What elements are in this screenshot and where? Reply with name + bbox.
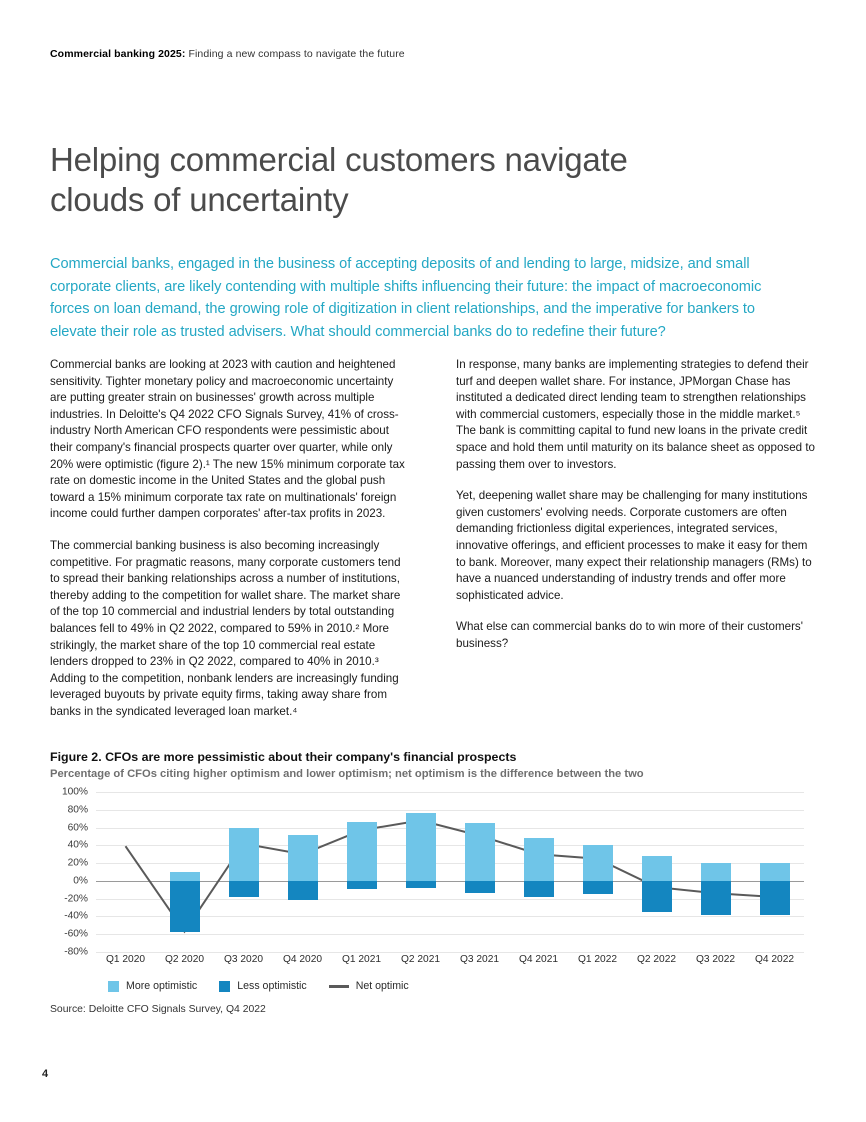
body-column-right: [456, 357, 816, 720]
standfirst-paragraph: Commercial banks, engaged in the business of accepting deposits of and lending to large, midsize, and small corporate clients, are likely contending with multiple shifts influencing their future: the impact of macroeconomic forces on loan demand, the growing role of digitization in client relationships, and the imperative for bankers to elevate their role as trusted advisers. What should commercial banks do to redefine their future?: [50, 256, 762, 340]
x-axis-tick-label: Q1 2021: [341, 954, 382, 965]
chart: [50, 786, 810, 992]
y-axis-tick-label: -80%: [64, 946, 88, 958]
body-column-left: [50, 357, 410, 720]
bar-less-optimistic: [642, 881, 672, 912]
y-axis-tick-label: 100%: [61, 786, 88, 798]
x-axis-tick-label: Q1 2020: [105, 954, 146, 965]
legend-item: [219, 980, 306, 992]
running-head-subtitle: Finding a new compass to navigate the future: [185, 48, 405, 60]
y-axis-tick-label: -20%: [64, 893, 88, 905]
paragraph: In response, many banks are implementing strategies to defend their turf and deepen wallet share. For instance, JPMorgan Chase has instituted a dedicated direct lending team to strengthen relationships with commercial customers, especially those in the middle market.⁵ The bank is committing capital to fund new loans in the private credit space and hold them until maturity on its balance sheet as opposed to passing them over to investors.: [456, 358, 815, 471]
paragraph: Yet, deepening wallet share may be challenging for many institutions given customers' evolving needs. Corporate customers are often demanding frictionless digital experiences, integrated services, innovative offerings, and efficient processes to make it easy for them to bank. Moreover, many expect their relationship managers (RMs) to have a nuanced understanding of industry trends and offer more sophisticated advice.: [456, 489, 812, 602]
x-axis-tick-label: Q4 2020: [282, 954, 323, 965]
x-axis-tick-label: Q2 2022: [636, 954, 677, 965]
paragraph: Commercial banks are looking at 2023 with caution and heightened sensitivity. Tighter monetary policy and macroeconomic uncertainty are putting greater strain on businesses' growth across multiple industries. In Deloitte's Q4 2022 CFO Signals Survey, 41% of cross-industry North American CFO respondents were pessimistic about their company's financial prospects quarter over quarter, while only 20% were optimistic (figure 2).¹ The new 15% minimum corporate tax rate on domestic income in the United States and the global push toward a 15% minimum corporate tax rate on multinationals' foreign income could further dampen corporates' after-tax profits in 2023.: [50, 358, 405, 521]
bar-more-optimistic: [760, 863, 790, 881]
x-axis-tick-label: Q4 2021: [518, 954, 559, 965]
legend-swatch-line: [329, 985, 349, 988]
bar-less-optimistic: [170, 881, 200, 933]
y-axis-tick-label: 80%: [67, 804, 88, 816]
legend-swatch-less: [219, 981, 230, 992]
chart-y-axis: [50, 786, 92, 958]
bar-more-optimistic: [465, 823, 495, 881]
bar-more-optimistic: [642, 856, 672, 881]
figure-source: Source: Deloitte CFO Signals Survey, Q4 2022: [50, 1004, 266, 1015]
bar-more-optimistic: [170, 872, 200, 881]
legend-label: Less optimistic: [237, 980, 307, 992]
x-axis-tick-label: Q2 2020: [164, 954, 205, 965]
legend-item: [108, 980, 197, 992]
page-title: Helping commercial customers navigate clouds of uncertainty: [50, 141, 628, 219]
running-head-title: Commercial banking 2025:: [50, 48, 186, 60]
bar-more-optimistic: [347, 822, 377, 881]
legend-label: More optimistic: [126, 980, 198, 992]
bar-more-optimistic: [524, 838, 554, 881]
running-head: [50, 48, 405, 60]
chart-gridline: [96, 952, 804, 953]
chart-x-axis: [96, 954, 804, 970]
figure-subtitle: Percentage of CFOs citing higher optimism and lower optimism; net optimism is the difference between the two: [50, 768, 644, 780]
bar-less-optimistic: [465, 881, 495, 893]
bar-less-optimistic: [524, 881, 554, 897]
y-axis-tick-label: -40%: [64, 910, 88, 922]
bar-more-optimistic: [406, 813, 436, 881]
y-axis-tick-label: 20%: [67, 857, 88, 869]
y-axis-tick-label: 40%: [67, 839, 88, 851]
page-number: 4: [42, 1068, 49, 1080]
net-optimism-line: [96, 792, 804, 952]
x-axis-tick-label: Q3 2020: [223, 954, 264, 965]
x-axis-tick-label: Q4 2022: [754, 954, 795, 965]
figure-title: Figure 2. CFOs are more pessimistic about their company's financial prospects: [50, 750, 517, 764]
bar-more-optimistic: [288, 835, 318, 881]
bar-more-optimistic: [701, 863, 731, 881]
bar-less-optimistic: [760, 881, 790, 915]
bar-more-optimistic: [583, 845, 613, 881]
x-axis-tick-label: Q1 2022: [577, 954, 618, 965]
bar-less-optimistic: [406, 881, 436, 888]
body-columns: [50, 357, 816, 720]
bar-less-optimistic: [701, 881, 731, 915]
y-axis-tick-label: 60%: [67, 822, 88, 834]
figure-2: [50, 750, 816, 992]
bar-less-optimistic: [347, 881, 377, 889]
chart-plot-area: [96, 792, 804, 952]
legend-swatch-more: [108, 981, 119, 992]
x-axis-tick-label: Q2 2021: [400, 954, 441, 965]
chart-legend: [108, 980, 409, 992]
legend-item: [329, 980, 409, 992]
x-axis-tick-label: Q3 2022: [695, 954, 736, 965]
paragraph: The commercial banking business is also becoming increasingly competitive. For pragmatic reasons, many corporate customers tend to spread their banking relationships across a number of institutions, thereby adding to the competition for wallet share. The market share of the top 10 commercial and industrial lenders by total outstanding balances fell to 49% in Q2 2022, compared to 59% in 2010.² More strikingly, the market share of the top 10 commercial real estate lenders dropped to 23% in Q2 2022, compared to 40% in 2010.³ Adding to the competition, nonbank lenders are increasingly funding leveraged buyouts by private equity firms, taking away share from banks in the syndicated leveraged loan market.⁴: [50, 538, 401, 718]
bar-more-optimistic: [229, 828, 259, 881]
paragraph: What else can commercial banks do to win more of their customers' business?: [456, 620, 803, 650]
legend-label: Net optimic: [355, 980, 409, 992]
x-axis-tick-label: Q3 2021: [459, 954, 500, 965]
y-axis-tick-label: -60%: [64, 928, 88, 940]
bar-less-optimistic: [288, 881, 318, 901]
bar-less-optimistic: [229, 881, 259, 897]
y-axis-tick-label: 0%: [73, 875, 88, 887]
bar-less-optimistic: [583, 881, 613, 894]
